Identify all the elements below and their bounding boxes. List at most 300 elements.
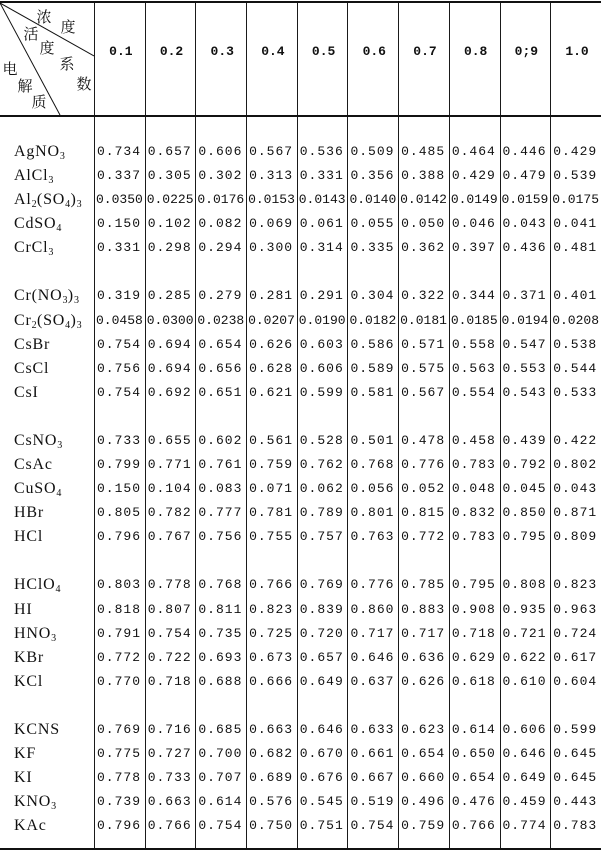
electrolyte-name: KAc [14,817,47,835]
concentration-column-header: 1.0 [565,44,589,59]
table-row [0,381,601,405]
activity-coefficient-cell: 0.371 [502,288,547,304]
table-bottom-rule [0,848,601,850]
electrolyte-name: $Al_2(SO_4)_3$ [14,191,82,211]
activity-coefficient-cell: 0.661 [350,745,395,761]
activity-coefficient-cell: 0.628 [249,360,294,376]
activity-coefficient-cell: 0.496 [401,794,446,810]
activity-coefficient-cell: 0.043 [502,216,547,232]
activity-coefficient-cell: 0.279 [198,288,243,304]
activity-coefficient-cell: 0.666 [249,673,294,689]
activity-coefficient-cell: 0.599 [553,721,598,737]
activity-coefficient-cell: 0.656 [198,360,243,376]
activity-coefficient-cell: 0.082 [198,216,243,232]
activity-coefficient-cell: 0.436 [502,240,547,256]
activity-coefficient-cell: 0.796 [97,529,142,545]
activity-coefficient-cell: 0.646 [350,649,395,665]
activity-coefficient-cell: 0.0194 [501,312,549,328]
activity-coefficient-cell: 0.871 [553,505,598,521]
activity-coefficient-cell: 0.761 [198,457,243,473]
activity-coefficient-cell: 0.757 [299,529,344,545]
electrolyte-name: $Cr_2(SO_4)_3$ [14,311,82,331]
activity-coefficient-cell: 0.050 [401,216,446,232]
table-row [0,429,601,453]
activity-coefficient-cell: 0.429 [451,168,496,184]
activity-coefficient-cell: 0.281 [249,288,294,304]
electrolyte-name: KI [14,769,33,787]
activity-coefficient-cell: 0.769 [299,577,344,593]
activity-coefficient-cell: 0.337 [97,168,142,184]
table-row [0,670,601,694]
activity-coefficient-cell: 0.304 [350,288,395,304]
activity-coefficient-cell: 0.700 [198,745,243,761]
activity-coefficient-cell: 0.682 [249,745,294,761]
activity-coefficient-cell: 0.626 [401,673,446,689]
activity-coefficient-cell: 0.509 [350,144,395,159]
activity-coefficient-cell: 0.783 [451,529,496,545]
electrolyte-name: KBr [14,648,44,666]
electrolyte-name: HI [14,600,33,618]
activity-coefficient-cell: 0.041 [553,216,598,232]
activity-coefficient-cell: 0.649 [502,770,547,786]
activity-coefficient-cell: 0.0182 [349,312,397,328]
activity-coefficient-cell: 0.775 [97,745,142,761]
activity-coefficient-cell: 0.0140 [349,192,397,208]
header-character: 解 [17,76,33,95]
activity-coefficient-cell: 0.558 [451,336,496,352]
activity-coefficient-cell: 0.083 [198,481,243,497]
activity-coefficient-cell: 0.720 [299,625,344,641]
activity-coefficient-cell: 0.061 [299,216,344,232]
activity-coefficient-cell: 0.646 [299,721,344,737]
activity-coefficient-cell: 0.766 [147,818,192,834]
activity-coefficient-cell: 0.759 [401,818,446,834]
activity-coefficient-cell: 0.802 [553,457,598,473]
activity-coefficient-cell: 0.291 [299,288,344,304]
activity-coefficient-cell: 0.778 [97,770,142,786]
activity-coefficient-cell: 0.476 [451,794,496,810]
activity-coefficient-cell: 0.776 [350,577,395,593]
activity-coefficient-cell: 0.401 [553,288,598,304]
concentration-column-header: 0;9 [514,44,539,59]
table-row [0,236,601,260]
activity-coefficient-cell: 0.045 [502,481,547,497]
electrolyte-name: CsNO$_3$ [14,431,63,451]
activity-coefficient-cell: 0.935 [502,601,547,617]
activity-coefficient-cell: 0.0190 [298,312,346,328]
activity-coefficient-cell: 0.150 [97,216,142,232]
activity-coefficient-cell: 0.803 [97,577,142,593]
activity-coefficient-cell: 0.544 [553,360,598,376]
concentration-header-row [94,3,601,115]
activity-coefficient-cell: 0.755 [249,529,294,545]
activity-coefficient-cell: 0.464 [451,144,496,159]
header-character: 度 [39,38,55,57]
activity-coefficient-cell: 0.660 [401,770,446,786]
activity-coefficient-cell: 0.908 [451,601,496,617]
activity-coefficient-cell: 0.759 [249,457,294,473]
activity-coefficient-cell: 0.850 [502,505,547,521]
activity-coefficient-cell: 0.0208 [552,312,599,328]
activity-coefficient-cell: 0.754 [97,336,142,352]
activity-coefficient-cell: 0.750 [249,818,294,834]
activity-coefficient-cell: 0.313 [249,168,294,184]
activity-coefficient-cell: 0.724 [553,625,598,641]
activity-coefficient-cell: 0.356 [350,168,395,184]
table-row [0,164,601,188]
electrolyte-name: CsAc [14,456,53,474]
activity-coefficient-cell: 0.651 [198,384,243,400]
electrolyte-name: AlCl$_3$ [14,167,54,187]
table-row [0,284,601,308]
activity-coefficient-cell: 0.543 [502,384,547,400]
activity-coefficient-cell: 0.575 [401,360,446,376]
activity-coefficient-cell: 0.622 [502,649,547,665]
table-row [0,814,601,838]
table-row [0,766,601,790]
activity-coefficient-cell: 0.770 [97,673,142,689]
activity-coefficient-cell: 0.536 [299,144,344,159]
activity-coefficient-cell: 0.443 [553,794,598,810]
activity-coefficient-cell: 0.586 [350,336,395,352]
activity-coefficient-cell: 0.823 [553,577,598,593]
activity-coefficient-cell: 0.294 [198,240,243,256]
activity-coefficient-cell: 0.479 [502,168,547,184]
table-row [0,453,601,477]
activity-coefficient-cell: 0.805 [97,505,142,521]
activity-coefficient-cell: 0.769 [97,721,142,737]
concentration-column-header: 0.6 [362,44,386,59]
activity-coefficient-cell: 0.718 [451,625,496,641]
activity-coefficient-cell: 0.302 [198,168,243,184]
activity-coefficient-cell: 0.832 [451,505,496,521]
electrolyte-name: CuSO$_4$ [14,480,62,500]
activity-coefficient-cell: 0.693 [198,649,243,665]
formula-subscript: 3 [73,295,80,307]
concentration-column-header: 0.7 [413,44,437,59]
activity-coefficient-cell: 0.860 [350,601,395,617]
activity-coefficient-cell: 0.0350 [96,192,143,208]
table-row [0,309,601,333]
activity-coefficient-cell: 0.501 [350,432,395,448]
formula-subscript: 3 [62,295,68,307]
row-group [0,694,601,838]
formula-subscript: 2 [31,199,37,211]
activity-coefficient-cell: 0.657 [299,649,344,665]
activity-coefficient-cell: 0.654 [451,770,496,786]
activity-coefficient-cell: 0.654 [401,745,446,761]
activity-coefficient-cell: 0.485 [401,144,446,159]
activity-coefficient-cell: 0.694 [147,336,192,352]
activity-coefficient-cell: 0.645 [553,770,598,786]
activity-coefficient-cell: 0.0238 [197,312,245,328]
activity-coefficient-cell: 0.689 [249,770,294,786]
activity-coefficient-cell: 0.602 [198,432,243,448]
electrolyte-name: HCl [14,528,44,546]
activity-coefficient-cell: 0.478 [401,432,446,448]
table-row [0,742,601,766]
header-character: 数 [76,74,92,93]
activity-coefficient-cell: 0.667 [350,770,395,786]
activity-coefficient-cell: 0.397 [451,240,496,256]
formula-subscript: 4 [65,319,71,331]
activity-coefficient-cell: 0.533 [553,384,598,400]
activity-coefficient-cell: 0.795 [451,577,496,593]
activity-coefficient-cell: 0.062 [299,481,344,497]
diagonal-header-cell [0,3,94,115]
activity-coefficient-cell: 0.0143 [298,192,346,208]
activity-coefficient-cell: 0.0300 [146,312,194,328]
activity-coefficient-cell: 0.458 [451,432,496,448]
activity-coefficient-cell: 0.783 [451,457,496,473]
activity-coefficient-cell: 0.756 [198,529,243,545]
activity-coefficient-cell: 0.545 [299,794,344,810]
activity-coefficient-cell: 0.808 [502,577,547,593]
activity-coefficient-cell: 0.553 [502,360,547,376]
activity-coefficient-cell: 0.422 [553,432,598,448]
activity-coefficient-cell: 0.772 [401,529,446,545]
activity-coefficient-cell: 0.048 [451,481,496,497]
table-row [0,598,601,622]
activity-coefficient-cell: 0.528 [299,432,344,448]
formula-subscript: 4 [56,488,62,500]
activity-coefficient-cell: 0.692 [147,384,192,400]
activity-coefficient-cell: 0.0153 [248,192,295,208]
concentration-column-header: 0.5 [311,44,336,59]
activity-coefficient-cell: 0.778 [147,577,192,593]
activity-coefficient-cell: 0.459 [502,794,547,810]
table-row [0,212,601,236]
activity-coefficient-cell: 0.796 [97,818,142,834]
electrolyte-name: $KNO_3$ [14,793,57,813]
activity-coefficient-cell: 0.571 [401,336,446,352]
electrolyte-name: CsBr [14,335,51,353]
activity-coefficient-cell: 0.694 [147,360,192,376]
activity-coefficient-cell: 0.685 [198,721,243,737]
activity-coefficient-cell: 0.298 [147,240,192,256]
table-row [0,357,601,381]
activity-coefficient-cell: 0.776 [401,457,446,473]
activity-coefficient-cell: 0.782 [147,505,192,521]
activity-coefficient-cell: 0.785 [401,577,446,593]
electrolyte-name: KCl [14,672,44,690]
formula-subscript: 3 [48,247,54,259]
electrolyte-name: CsI [14,383,39,401]
activity-coefficient-cell: 0.799 [97,457,142,473]
activity-coefficient-cell: 0.606 [502,721,547,737]
activity-coefficient-cell: 0.766 [451,818,496,834]
activity-coefficient-cell: 0.539 [553,168,598,184]
table-body [0,116,601,838]
activity-coefficient-cell: 0.603 [299,336,344,352]
activity-coefficient-cell: 0.0458 [96,312,143,328]
electrolyte-name: CdSO$_4$ [14,215,62,235]
activity-coefficient-cell: 0.809 [553,529,598,545]
activity-coefficient-cell: 0.446 [502,144,547,159]
activity-coefficient-cell: 0.319 [97,288,142,304]
formula-subscript: 4 [55,584,61,596]
activity-coefficient-cell: 0.734 [97,144,142,159]
activity-coefficient-cell: 0.654 [198,336,243,352]
activity-coefficient-cell: 0.811 [198,601,243,617]
activity-coefficient-cell: 0.344 [451,288,496,304]
activity-coefficient-cell: 0.717 [350,625,395,641]
activity-coefficient-cell: 0.768 [350,457,395,473]
activity-coefficient-cell: 0.751 [299,818,344,834]
activity-coefficient-cell: 0.561 [249,432,294,448]
row-group [0,549,601,693]
activity-coefficient-cell: 0.717 [401,625,446,641]
table-row [0,477,601,501]
concentration-column-header: 0.2 [159,44,184,59]
activity-coefficient-cell: 0.767 [147,529,192,545]
activity-coefficient-cell: 0.670 [299,745,344,761]
activity-coefficient-cell: 0.429 [553,144,598,159]
electrolyte-name: KF [14,744,37,762]
concentration-column-header: 0.3 [210,44,234,59]
activity-coefficient-cell: 0.069 [249,216,294,232]
activity-coefficient-cell: 0.633 [350,721,395,737]
activity-coefficient-cell: 0.791 [97,625,142,641]
activity-coefficient-cell: 0.056 [350,481,395,497]
activity-coefficient-cell: 0.676 [299,770,344,786]
header-character: 系 [59,54,75,73]
activity-coefficient-cell: 0.322 [401,288,446,304]
activity-coefficient-cell: 0.547 [502,336,547,352]
activity-coefficient-cell: 0.614 [198,794,243,810]
table-row [0,188,601,212]
activity-coefficient-cell: 0.772 [97,649,142,665]
table-row [0,333,601,357]
activity-coefficient-cell: 0.673 [249,649,294,665]
activity-coefficient-cell: 0.0185 [450,312,498,328]
activity-coefficient-cell: 0.610 [502,673,547,689]
concentration-column-header: 0.1 [109,44,133,59]
activity-coefficient-cell: 0.789 [299,505,344,521]
activity-coefficient-cell: 0.839 [299,601,344,617]
electrolyte-name: $HNO_3$ [14,624,57,644]
activity-coefficient-cell: 0.649 [299,673,344,689]
activity-coefficient-cell: 0.519 [350,794,395,810]
activity-coefficient-cell: 0.650 [451,745,496,761]
activity-coefficient-cell: 0.052 [401,481,446,497]
formula-subscript: 3 [51,801,57,813]
activity-coefficient-cell: 0.331 [299,168,344,184]
table-row [0,646,601,670]
activity-coefficient-cell: 0.581 [350,384,395,400]
activity-coefficient-cell: 0.538 [553,336,598,352]
activity-coefficient-cell: 0.606 [198,144,243,159]
activity-coefficient-cell: 0.621 [249,384,294,400]
activity-coefficient-cell: 0.795 [502,529,547,545]
activity-coefficient-cell: 0.721 [502,625,547,641]
activity-coefficient-cell: 0.722 [147,649,192,665]
activity-coefficient-cell: 0.688 [198,673,243,689]
activity-coefficient-cell: 0.589 [350,360,395,376]
row-group [0,116,601,260]
activity-coefficient-cell: 0.771 [147,457,192,473]
activity-coefficient-cell: 0.725 [249,625,294,641]
header-character: 质 [31,92,47,111]
activity-coefficient-cell: 0.739 [97,794,142,810]
activity-coefficient-cell: 0.0175 [552,192,599,208]
header-character: 浓 [36,7,52,26]
activity-coefficient-cell: 0.815 [401,505,446,521]
formula-subscript: 3 [51,632,57,644]
activity-coefficient-cell: 0.335 [350,240,395,256]
activity-coefficient-cell: 0.567 [401,384,446,400]
activity-coefficient-cell: 0.766 [249,577,294,593]
activity-coefficient-cell: 0.807 [147,601,192,617]
table-row [0,525,601,549]
activity-coefficient-cell: 0.774 [502,818,547,834]
formula-subscript: 3 [48,175,54,187]
formula-subscript: 2 [31,319,37,331]
activity-coefficient-cell: 0.707 [198,770,243,786]
activity-coefficient-cell: 0.754 [350,818,395,834]
activity-coefficient-cell: 0.655 [147,432,192,448]
electrolyte-name: CrCl$_3$ [14,239,54,259]
formula-subscript: 3 [57,439,63,451]
activity-coefficient-cell: 0.645 [553,745,598,761]
activity-coefficient-cell: 0.0225 [146,192,194,208]
header-character: 电 [2,59,18,78]
activity-coefficient-cell: 0.756 [97,360,142,376]
activity-coefficient-cell: 0.783 [553,818,598,834]
activity-coefficient-cell: 0.599 [299,384,344,400]
activity-coefficient-cell: 0.754 [198,818,243,834]
electrolyte-name: $Cr(NO_3)_3$ [14,287,80,307]
row-group [0,405,601,549]
activity-coefficient-cell: 0.792 [502,457,547,473]
activity-coefficient-cell: 0.104 [147,481,192,497]
activity-coefficient-cell: 0.0159 [501,192,549,208]
activity-coefficient-cell: 0.362 [401,240,446,256]
activity-coefficient-cell: 0.0176 [197,192,245,208]
activity-coefficient-cell: 0.305 [147,168,192,184]
concentration-column-header: 0.4 [261,44,285,59]
table-row [0,790,601,814]
table-row [0,573,601,597]
activity-coefficient-cell: 0.716 [147,721,192,737]
activity-coefficient-cell: 0.823 [249,601,294,617]
activity-coefficient-cell: 0.300 [249,240,294,256]
electrolyte-name: AgNO$_3$ [14,143,66,162]
activity-coefficient-cell: 0.637 [350,673,395,689]
electrolyte-name: HBr [14,504,44,522]
activity-coefficient-cell: 0.071 [249,481,294,497]
activity-coefficient-cell: 0.801 [350,505,395,521]
activity-coefficient-cell: 0.963 [553,601,598,617]
activity-coefficient-cell: 0.606 [299,360,344,376]
activity-coefficient-cell: 0.554 [451,384,496,400]
activity-coefficient-cell: 0.646 [502,745,547,761]
activity-coefficient-cell: 0.626 [249,336,294,352]
electrolyte-label [0,3,94,115]
activity-coefficient-cell: 0.618 [451,673,496,689]
activity-coefficient-cell: 0.567 [249,144,294,159]
activity-coefficient-cell: 0.818 [97,601,142,617]
activity-coefficient-cell: 0.768 [198,577,243,593]
formula-subscript: 4 [65,199,71,211]
activity-coefficient-cell: 0.563 [451,360,496,376]
activity-coefficient-cell: 0.102 [147,216,192,232]
activity-coefficient-cell: 0.481 [553,240,598,256]
activity-coefficient-cell: 0.614 [451,721,496,737]
activity-coefficient-cell: 0.629 [451,649,496,665]
activity-coefficient-cell: 0.733 [97,432,142,448]
row-group [0,260,601,404]
